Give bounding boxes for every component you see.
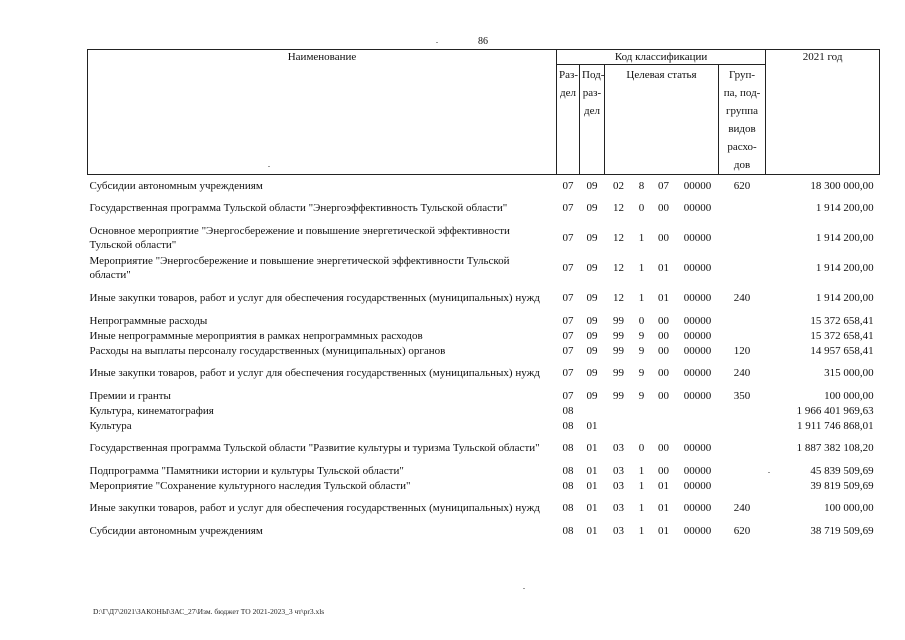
row-code-s4: 00000 — [683, 202, 712, 214]
row-sum: 1 914 200,00 — [815, 262, 874, 274]
row-code-p: 01 — [586, 524, 598, 537]
row-code-p: 09 — [586, 314, 598, 327]
row-code-r: 08 — [562, 404, 574, 417]
row-code-r: 08 — [562, 502, 574, 514]
row-name: Иные закупки товаров, работ и услуг для обеспечения государственных (муниципальных) нужд — [89, 292, 540, 304]
row-name: Мероприятие "Энергосбережение и повышение энергетической эффективности Тульской области" — [89, 255, 510, 281]
row-code-r: 07 — [562, 262, 574, 274]
row-sum: 315 000,00 — [824, 367, 874, 379]
row-name: Культура — [89, 419, 132, 432]
row-code-s3: 00 — [658, 464, 669, 477]
row-code-r: 07 — [562, 314, 574, 327]
scan-speck — [768, 472, 770, 473]
row-code-s4: 00000 — [683, 479, 712, 492]
row-code-s2: 0 — [638, 314, 645, 327]
table-row — [88, 193, 880, 223]
row-sum: 100 000,00 — [824, 502, 874, 514]
row-code-s4: 00000 — [683, 262, 712, 274]
row-sum: 1 887 382 108,20 — [796, 442, 874, 454]
row-code-r: 08 — [562, 419, 574, 432]
row-sum: 15 372 658,41 — [810, 314, 874, 327]
header-razdel-text: Раз- дел — [559, 69, 579, 99]
row-sum: 1 966 401 969,63 — [796, 404, 874, 417]
row-name: Иные непрограммные мероприятия в рамках непрограммных расходов — [89, 329, 423, 342]
header-podrazdel-text: Под- раз- дел — [582, 69, 605, 117]
row-code-g: 120 — [733, 344, 751, 357]
table-header — [88, 50, 880, 175]
row-code-g — [719, 463, 766, 478]
budget-table — [87, 49, 880, 538]
row-code-g — [719, 478, 766, 493]
row-code-s1: 99 — [613, 367, 624, 379]
row-code-s2: 1 — [638, 479, 645, 492]
row-code-p: 01 — [586, 479, 598, 492]
table-row — [88, 433, 880, 463]
row-sum: 100 000,00 — [824, 389, 874, 402]
row-code-s1: 99 — [613, 389, 624, 402]
row-code-s2: 8 — [638, 179, 645, 192]
row-code-s4: 00000 — [683, 502, 712, 514]
table-body — [88, 175, 880, 539]
row-code-s3: 01 — [658, 524, 669, 537]
row-code-s2: 1 — [638, 262, 645, 274]
row-code-g: 350 — [733, 389, 751, 402]
table-row — [88, 523, 880, 538]
row-code-g — [719, 313, 766, 328]
row-code-g: 620 — [733, 179, 751, 192]
header-group-text: Груп- па, под- группа видов расхо- дов — [723, 69, 761, 171]
row-code-s4 — [677, 403, 719, 418]
row-code-s3: 00 — [658, 367, 669, 379]
row-name: Культура, кинематография — [89, 404, 214, 417]
row-code-s3: 00 — [658, 344, 669, 357]
row-code-g — [719, 223, 766, 253]
row-code-s2: 0 — [638, 202, 645, 214]
row-sum: 14 957 658,41 — [810, 344, 874, 357]
row-code-r: 08 — [562, 524, 574, 537]
row-code-s4: 00000 — [683, 367, 712, 379]
row-sum: 1 914 200,00 — [815, 202, 874, 214]
row-code-s2: 9 — [638, 344, 645, 357]
row-code-s4: 00000 — [683, 464, 712, 477]
row-code-s1 — [605, 403, 633, 418]
row-code-r: 08 — [562, 479, 574, 492]
row-code-g: 620 — [733, 524, 751, 537]
row-sum: 1 914 200,00 — [815, 232, 874, 244]
header-group — [719, 65, 766, 175]
row-code-s3: 00 — [658, 202, 669, 214]
row-code-s3: 00 — [658, 329, 669, 342]
row-code-r: 07 — [562, 202, 574, 214]
row-code-s3: 01 — [658, 292, 669, 304]
header-classification: Код классификации — [557, 50, 766, 65]
row-code-p — [580, 403, 605, 418]
table-row — [88, 253, 880, 283]
row-code-s3: 01 — [658, 502, 669, 514]
row-code-g: 240 — [733, 502, 751, 514]
row-name: Непрограммные расходы — [89, 314, 208, 327]
row-code-g — [719, 403, 766, 418]
scan-speck — [268, 166, 270, 167]
table-row — [88, 388, 880, 403]
row-code-p: 09 — [586, 329, 598, 342]
row-code-p: 01 — [586, 419, 598, 432]
table-row — [88, 463, 880, 478]
table-row — [88, 493, 880, 523]
row-name: Расходы на выплаты персоналу государственных (муниципальных) органов — [89, 344, 446, 357]
row-code-s2: 9 — [638, 389, 645, 402]
scan-speck — [523, 588, 525, 589]
row-code-s3: 01 — [658, 262, 669, 274]
table-row — [88, 418, 880, 433]
row-name: Подпрограмма "Памятники истории и культуры Тульской области" — [89, 464, 404, 477]
row-code-p: 09 — [586, 202, 598, 214]
row-code-r: 07 — [562, 179, 574, 192]
row-code-s1: 03 — [613, 479, 624, 492]
row-code-s4: 00000 — [683, 524, 712, 537]
row-code-s1: 03 — [613, 464, 624, 477]
row-code-r: 07 — [562, 292, 574, 304]
row-code-s2: 1 — [638, 292, 645, 304]
row-code-p: 01 — [586, 464, 598, 477]
row-name: Государственная программа Тульской области "Развитие культуры и туризма Тульской области" — [89, 442, 540, 454]
table-row — [88, 358, 880, 388]
row-code-s3: 00 — [658, 442, 669, 454]
row-code-r: 07 — [562, 232, 574, 244]
row-code-r: 07 — [562, 367, 574, 379]
row-code-s2: 1 — [638, 464, 645, 477]
header-target: Целевая статья — [605, 65, 719, 175]
table-row — [88, 175, 880, 194]
row-code-r: 07 — [562, 389, 574, 402]
table-row — [88, 343, 880, 358]
row-code-s1: 03 — [613, 442, 624, 454]
row-code-g: 240 — [733, 367, 751, 379]
row-code-r: 08 — [562, 442, 574, 454]
row-code-s4: 00000 — [683, 314, 712, 327]
row-code-g — [719, 433, 766, 463]
row-code-s2 — [633, 418, 651, 433]
table-row — [88, 313, 880, 328]
row-code-s4 — [677, 418, 719, 433]
row-code-p: 09 — [586, 179, 598, 192]
row-code-s2: 9 — [638, 367, 645, 379]
scan-speck — [436, 42, 438, 43]
row-code-s1: 02 — [613, 179, 624, 192]
row-name: Основное мероприятие "Энергосбережение и повышение энергетической эффективности Тульской области" — [89, 225, 510, 251]
row-code-s2: 1 — [638, 232, 645, 244]
row-code-s2 — [633, 403, 651, 418]
row-code-s3: 01 — [658, 479, 669, 492]
row-code-s1 — [605, 418, 633, 433]
row-code-s3: 07 — [658, 179, 669, 192]
row-code-g — [719, 193, 766, 223]
row-code-s3: 00 — [658, 389, 669, 402]
row-code-s3: 00 — [658, 314, 669, 327]
row-code-s3 — [651, 403, 677, 418]
row-name: Премии и гранты — [89, 389, 171, 402]
row-code-s4: 00000 — [683, 329, 712, 342]
table-row — [88, 223, 880, 253]
row-code-s2: 0 — [638, 442, 645, 454]
row-code-r: 07 — [562, 344, 574, 357]
row-code-s1: 99 — [613, 314, 624, 327]
page-number: 86 — [478, 36, 488, 47]
row-code-s1: 99 — [613, 344, 624, 357]
row-code-s2: 1 — [638, 524, 645, 537]
row-code-p: 01 — [586, 502, 598, 514]
header-name: Наименование — [88, 50, 557, 175]
row-sum: 15 372 658,41 — [810, 329, 874, 342]
row-code-s4: 00000 — [683, 389, 712, 402]
row-code-s3 — [651, 418, 677, 433]
header-podrazdel — [580, 65, 605, 175]
row-code-s4: 00000 — [683, 232, 712, 244]
row-code-g — [719, 253, 766, 283]
row-code-r: 08 — [562, 464, 574, 477]
row-code-p: 09 — [586, 292, 598, 304]
row-code-g — [719, 418, 766, 433]
row-sum: 45 839 509,69 — [810, 464, 874, 477]
row-code-p: 09 — [586, 262, 598, 274]
row-code-s1: 12 — [613, 202, 624, 214]
row-code-s1: 12 — [613, 232, 624, 244]
row-name: Государственная программа Тульской области "Энергоэффективность Тульской области" — [89, 202, 508, 214]
row-code-s1: 99 — [613, 329, 624, 342]
row-code-g: 240 — [733, 292, 751, 304]
row-sum: 1 911 746 868,01 — [796, 419, 874, 432]
header-razdel — [557, 65, 580, 175]
row-name: Иные закупки товаров, работ и услуг для обеспечения государственных (муниципальных) нужд — [89, 502, 540, 514]
row-code-r: 07 — [562, 329, 574, 342]
row-code-s2: 1 — [638, 502, 645, 514]
row-name: Иные закупки товаров, работ и услуг для обеспечения государственных (муниципальных) нужд — [89, 367, 540, 379]
row-code-p: 09 — [586, 389, 598, 402]
row-code-s1: 03 — [613, 524, 624, 537]
row-sum: 18 300 000,00 — [810, 179, 874, 192]
table-row — [88, 283, 880, 313]
row-code-s3: 00 — [658, 232, 669, 244]
header-year: 2021 год — [766, 50, 880, 175]
row-code-p: 01 — [586, 442, 598, 454]
table-row — [88, 478, 880, 493]
row-name: Мероприятие "Сохранение культурного наследия Тульской области" — [89, 479, 411, 492]
row-code-p: 09 — [586, 232, 598, 244]
row-code-s4: 00000 — [683, 292, 712, 304]
table-row — [88, 403, 880, 418]
row-sum: 39 819 509,69 — [810, 479, 874, 492]
row-code-s1: 12 — [613, 292, 624, 304]
row-code-p: 09 — [586, 367, 598, 379]
row-code-g — [719, 328, 766, 343]
row-code-s4: 00000 — [683, 179, 712, 192]
row-name: Субсидии автономным учреждениям — [89, 524, 263, 537]
file-path-footer: D:\Г\Д7\2021\ЗАКОНЫ\ЗАС_27\Изм. бюджет ТО 2021-2023_3 чт\pr3.xls — [93, 607, 325, 616]
row-name: Субсидии автономным учреждениям — [89, 179, 263, 192]
row-code-s1: 03 — [613, 502, 624, 514]
row-code-p: 09 — [586, 344, 598, 357]
row-code-s4: 00000 — [683, 442, 712, 454]
table-row — [88, 328, 880, 343]
row-code-s4: 00000 — [683, 344, 712, 357]
row-code-s2: 9 — [638, 329, 645, 342]
row-code-s1: 12 — [613, 262, 624, 274]
row-sum: 1 914 200,00 — [815, 292, 874, 304]
row-sum: 38 719 509,69 — [810, 524, 874, 537]
